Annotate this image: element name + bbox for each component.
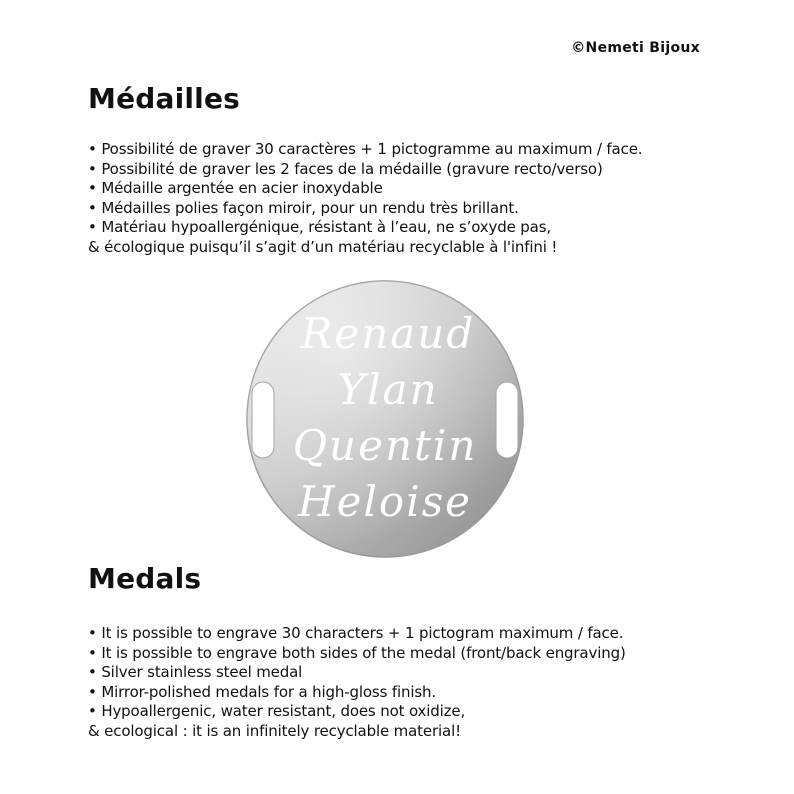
copyright-label: ©Nemeti Bijoux — [571, 40, 700, 56]
english-heading: Medals — [88, 562, 202, 595]
engraving-line: Renaud — [300, 309, 476, 358]
list-item: • Possibilité de graver les 2 faces de la médaille (gravure recto/verso) — [88, 159, 603, 178]
engraving-line: Heloise — [297, 477, 473, 526]
list-item: • Médailles polies façon miroir, pour un rendu très brillant. — [88, 198, 519, 217]
french-feature-list — [88, 140, 748, 258]
french-heading: Médailles — [88, 82, 241, 115]
list-item: & écologique puisqu’il s’agit d’un matériau recyclable à l'infini ! — [88, 237, 558, 256]
list-item: • It is possible to engrave both sides of the medal (front/back engraving) — [88, 643, 626, 662]
list-item: • Médaille argentée en acier inoxydable — [88, 179, 383, 198]
medal-graphic — [238, 278, 532, 558]
engraving-line: Ylan — [337, 365, 439, 414]
engraving-line: Quentin — [292, 421, 478, 470]
list-item: • Mirror-polished medals for a high-gloss finish. — [88, 682, 437, 701]
list-item: & ecological : it is an infinitely recyclable material! — [88, 721, 461, 740]
list-item: • Hypoallergenic, water resistant, does not oxidize, — [88, 702, 466, 721]
list-item: • Matériau hypoallergénique, résistant à l’eau, ne s’oxyde pas, — [88, 218, 551, 237]
english-feature-list — [88, 624, 748, 742]
list-item: • It is possible to engrave 30 characters + 1 pictogram maximum / face. — [88, 624, 624, 642]
list-item: • Silver stainless steel medal — [88, 663, 303, 682]
list-item: • Possibilité de graver 30 caractères + 1 pictogramme au maximum / face. — [88, 140, 643, 158]
medal-image — [238, 278, 532, 558]
